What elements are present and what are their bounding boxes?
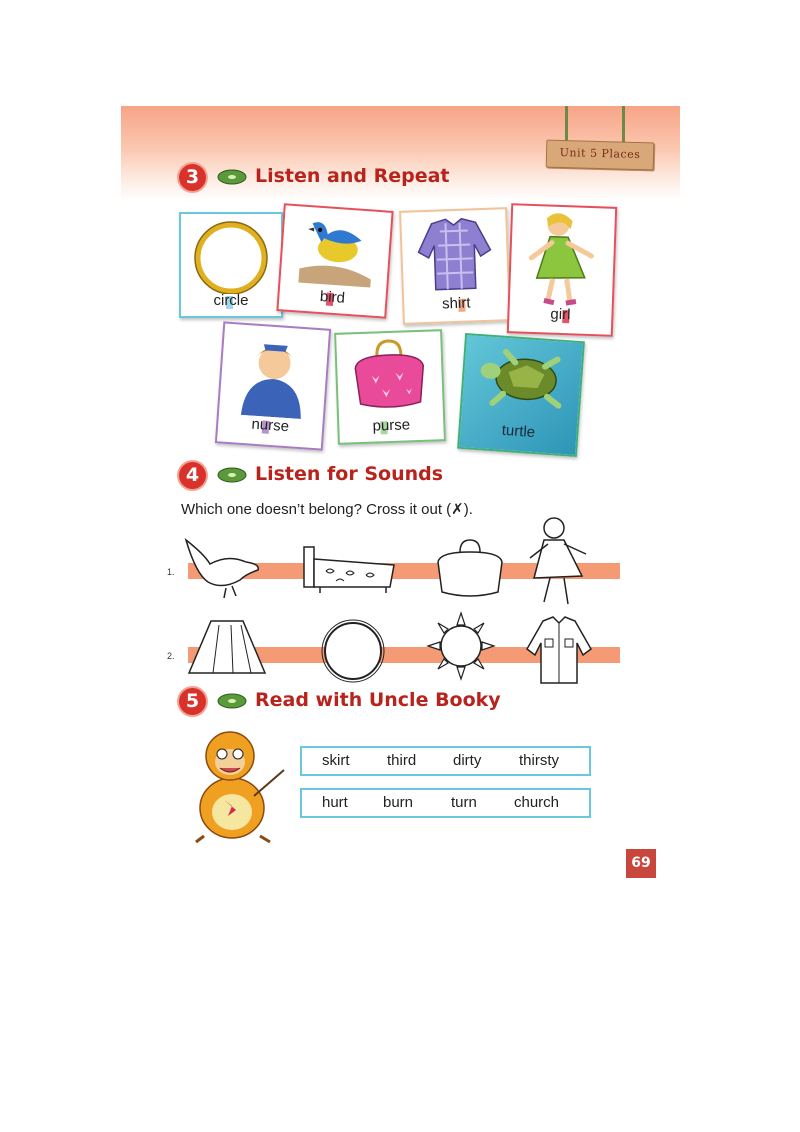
card-word: nurse xyxy=(250,415,290,436)
card-word: purse xyxy=(372,416,411,435)
read-word: dirty xyxy=(453,752,482,769)
purse-icon xyxy=(336,331,443,419)
purse-icon[interactable] xyxy=(432,538,508,600)
row-number: 1. xyxy=(167,567,175,577)
nurse-icon xyxy=(219,324,329,421)
vine-decoration xyxy=(622,106,625,142)
turtle-icon xyxy=(461,335,582,423)
read-word: burn xyxy=(383,794,414,811)
read-word: thirsty xyxy=(519,752,560,769)
cd-icon xyxy=(217,693,247,709)
bird-icon[interactable] xyxy=(180,534,262,600)
section-title: Read with Uncle Booky xyxy=(255,689,501,711)
read-word: skirt xyxy=(322,752,350,769)
word-card-nurse xyxy=(215,321,331,450)
word-card-bird xyxy=(276,203,393,318)
shirt-icon xyxy=(401,209,508,297)
section-number: 3 xyxy=(179,164,206,191)
skirt-icon[interactable] xyxy=(185,617,269,679)
word-card-turtle xyxy=(457,333,585,457)
unit-sign xyxy=(546,140,655,171)
section-number: 4 xyxy=(179,462,206,489)
circle-icon[interactable] xyxy=(320,618,386,684)
word-card-purse xyxy=(334,329,446,445)
read-word: turn xyxy=(451,794,477,811)
word-card-circle xyxy=(179,212,283,318)
instruction-text: Which one doesn’t belong? Cross it out (✗). xyxy=(181,501,473,518)
vine-decoration xyxy=(565,106,568,142)
uncle-booky-monkey-icon xyxy=(184,726,288,844)
card-word: girl xyxy=(550,305,571,324)
read-word: hurt xyxy=(322,794,348,811)
bed-icon[interactable] xyxy=(300,543,400,595)
card-word: turtle xyxy=(501,421,536,442)
girl-icon xyxy=(510,205,616,312)
section-number: 5 xyxy=(179,688,206,715)
unit-label: Unit 5 Places xyxy=(559,145,641,162)
card-word: bird xyxy=(319,288,346,307)
word-card-girl xyxy=(507,203,617,337)
circle-icon xyxy=(181,214,281,294)
cd-icon xyxy=(217,169,247,185)
read-word: third xyxy=(387,752,417,769)
card-word: shirt xyxy=(441,294,471,313)
read-word: church xyxy=(514,794,560,811)
sun-icon[interactable] xyxy=(426,611,496,681)
section-title: Listen and Repeat xyxy=(255,165,450,187)
word-box-row-2 xyxy=(300,788,591,818)
word-box-row-1 xyxy=(300,746,591,776)
shirt-icon[interactable] xyxy=(523,615,595,687)
row-number: 2. xyxy=(167,651,175,661)
girl-icon[interactable] xyxy=(524,514,592,614)
page-number: 69 xyxy=(626,849,656,878)
cd-icon xyxy=(217,467,247,483)
bird-icon xyxy=(280,205,391,292)
word-card-shirt xyxy=(399,207,511,325)
card-word: circle xyxy=(213,292,249,309)
section-title: Listen for Sounds xyxy=(255,463,444,485)
